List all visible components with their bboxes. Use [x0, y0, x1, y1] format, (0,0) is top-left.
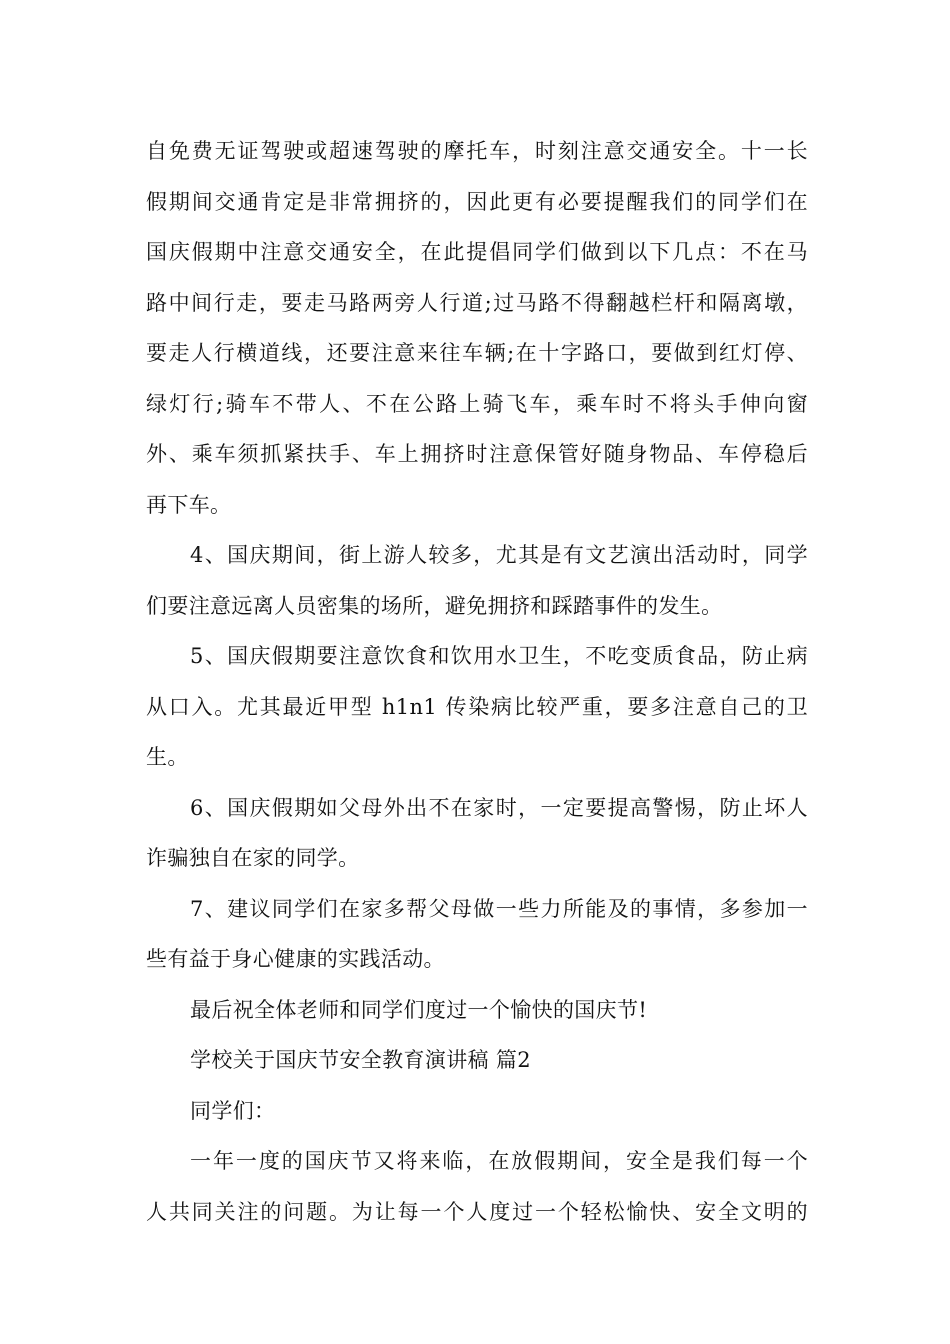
text-line: 外、乘车须抓紧扶手、车上拥挤时注意保管好随身物品、车停稳后	[146, 442, 808, 466]
text-line: 一年一度的国庆节又将来临，在放假期间，安全是我们每一个	[190, 1149, 808, 1173]
text-line: 再下车。	[146, 492, 232, 517]
list-item-5-line: 从口入。尤其最近甲型 h1n1 传染病比较严重，要多注意自己的卫	[146, 694, 808, 719]
list-item-7-line: 7、建议同学们在家多帮父母做一些力所能及的事情，多参加一	[190, 896, 808, 921]
text-line: 自免费无证驾驶或超速驾驶的摩托车，时刻注意交通安全。十一长	[146, 139, 808, 163]
list-item-6-line: 诈骗独自在家的同学。	[146, 846, 360, 870]
text-line: 要走人行横道线，还要注意来往车辆;在十字路口，要做到红灯停、	[146, 341, 808, 365]
text-line: 绿灯行;骑车不带人、不在公路上骑飞车，乘车时不将头手伸向窗	[146, 391, 808, 416]
section-title: 学校关于国庆节安全教育演讲稿 篇2	[190, 1048, 531, 1072]
closing-wish: 最后祝全体老师和同学们度过一个愉快的国庆节!	[190, 997, 648, 1022]
list-item-4-line: 们要注意远离人员密集的场所，避免拥挤和踩踏事件的发生。	[146, 593, 723, 618]
list-item-5-line: 生。	[146, 745, 189, 769]
text-line: 人共同关注的问题。为让每一个人度过一个轻松愉快、安全文明的	[146, 1199, 808, 1224]
list-item-5-line: 5、国庆假期要注意饮食和饮用水卫生，不吃变质食品，防止病	[190, 644, 808, 668]
text-line: 路中间行走，要走马路两旁人行道;过马路不得翻越栏杆和隔离墩，	[146, 290, 808, 315]
list-item-4-line: 4、国庆期间，街上游人较多，尤其是有文艺演出活动时，同学	[190, 543, 808, 567]
text-line: 国庆假期中注意交通安全，在此提倡同学们做到以下几点：不在马	[146, 240, 808, 264]
document-body	[146, 126, 808, 1237]
list-item-7-line: 些有益于身心健康的实践活动。	[146, 947, 445, 971]
list-item-6-line: 6、国庆假期如父母外出不在家时，一定要提高警惕，防止坏人	[190, 795, 808, 820]
text-line: 假期间交通肯定是非常拥挤的，因此更有必要提醒我们的同学们在	[146, 189, 808, 214]
salutation: 同学们：	[190, 1098, 276, 1123]
